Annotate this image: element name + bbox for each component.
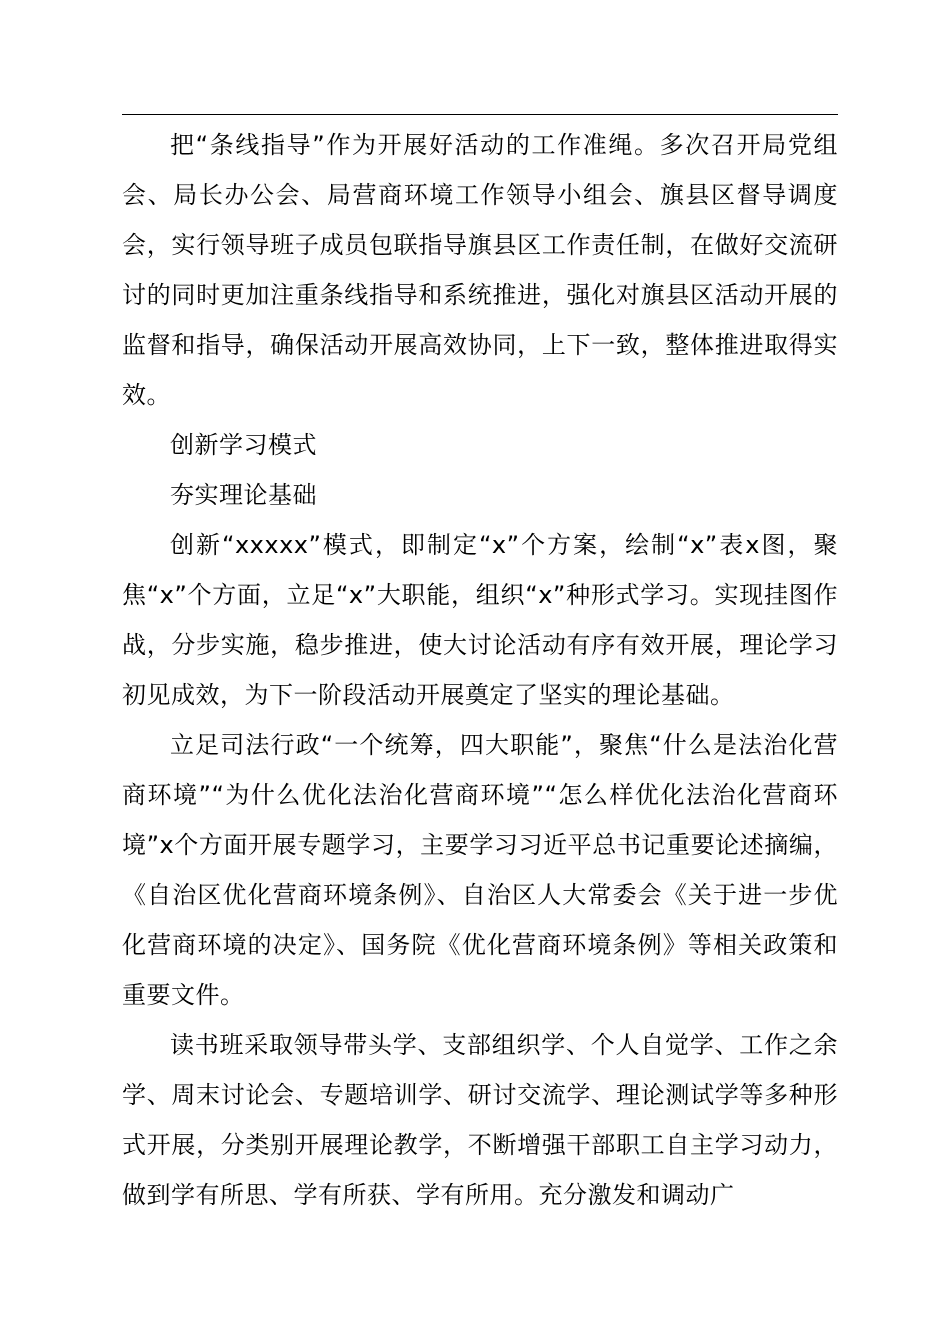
heading-solidify-theory: 夯实理论基础 — [170, 481, 317, 509]
paragraph-xxxxx-mode: 创新“xxxxx”模式，即制定“x”个方案，绘制“x”表x图，聚焦“x”个方面，立足“x”大职能，组织“x”种形式学习。实现挂图作战，分步实施，稳步推进，使大讨论活动有序有效开展，理论学习初见成效，为下一阶段活动开展奠定了坚实的理论基础。 — [122, 531, 838, 709]
document-body — [122, 120, 838, 1220]
header-rule — [122, 114, 838, 115]
paragraph-reading-class: 读书班采取领导带头学、支部组织学、个人自觉学、工作之余学、周末讨论会、专题培训学、研讨交流学、理论测试学等多种形式开展，分类别开展理论教学，不断增强干部职工自主学习动力，做到学有所思、学有所获、学有所用。充分激发和调动广 — [122, 1031, 838, 1209]
paragraph-special-study: 立足司法行政“一个统筹，四大职能”，聚焦“什么是法治化营商环境”“为什么优化法治化营商环境”“怎么样优化法治化营商环境”x个方面开展专题学习，主要学习习近平总书记重要论述摘编，《自治区优化营商环境条例》、自治区人大常委会《关于进一步优化营商环境的决定》、国务院《优化营商环境条例》等相关政策和重要文件。 — [122, 731, 838, 1009]
paragraph-guidance: 把“条线指导”作为开展好活动的工作准绳。多次召开局党组会、局长办公会、局营商环境工作领导小组会、旗县区督导调度会，实行领导班子成员包联指导旗县区工作责任制，在做好交流研讨的同时更加注重条线指导和系统推进，强化对旗县区活动开展的监督和指导，确保活动开展高效协同，上下一致，整体推进取得实效。 — [122, 131, 838, 409]
heading-innovate-learning-mode: 创新学习模式 — [170, 431, 317, 459]
